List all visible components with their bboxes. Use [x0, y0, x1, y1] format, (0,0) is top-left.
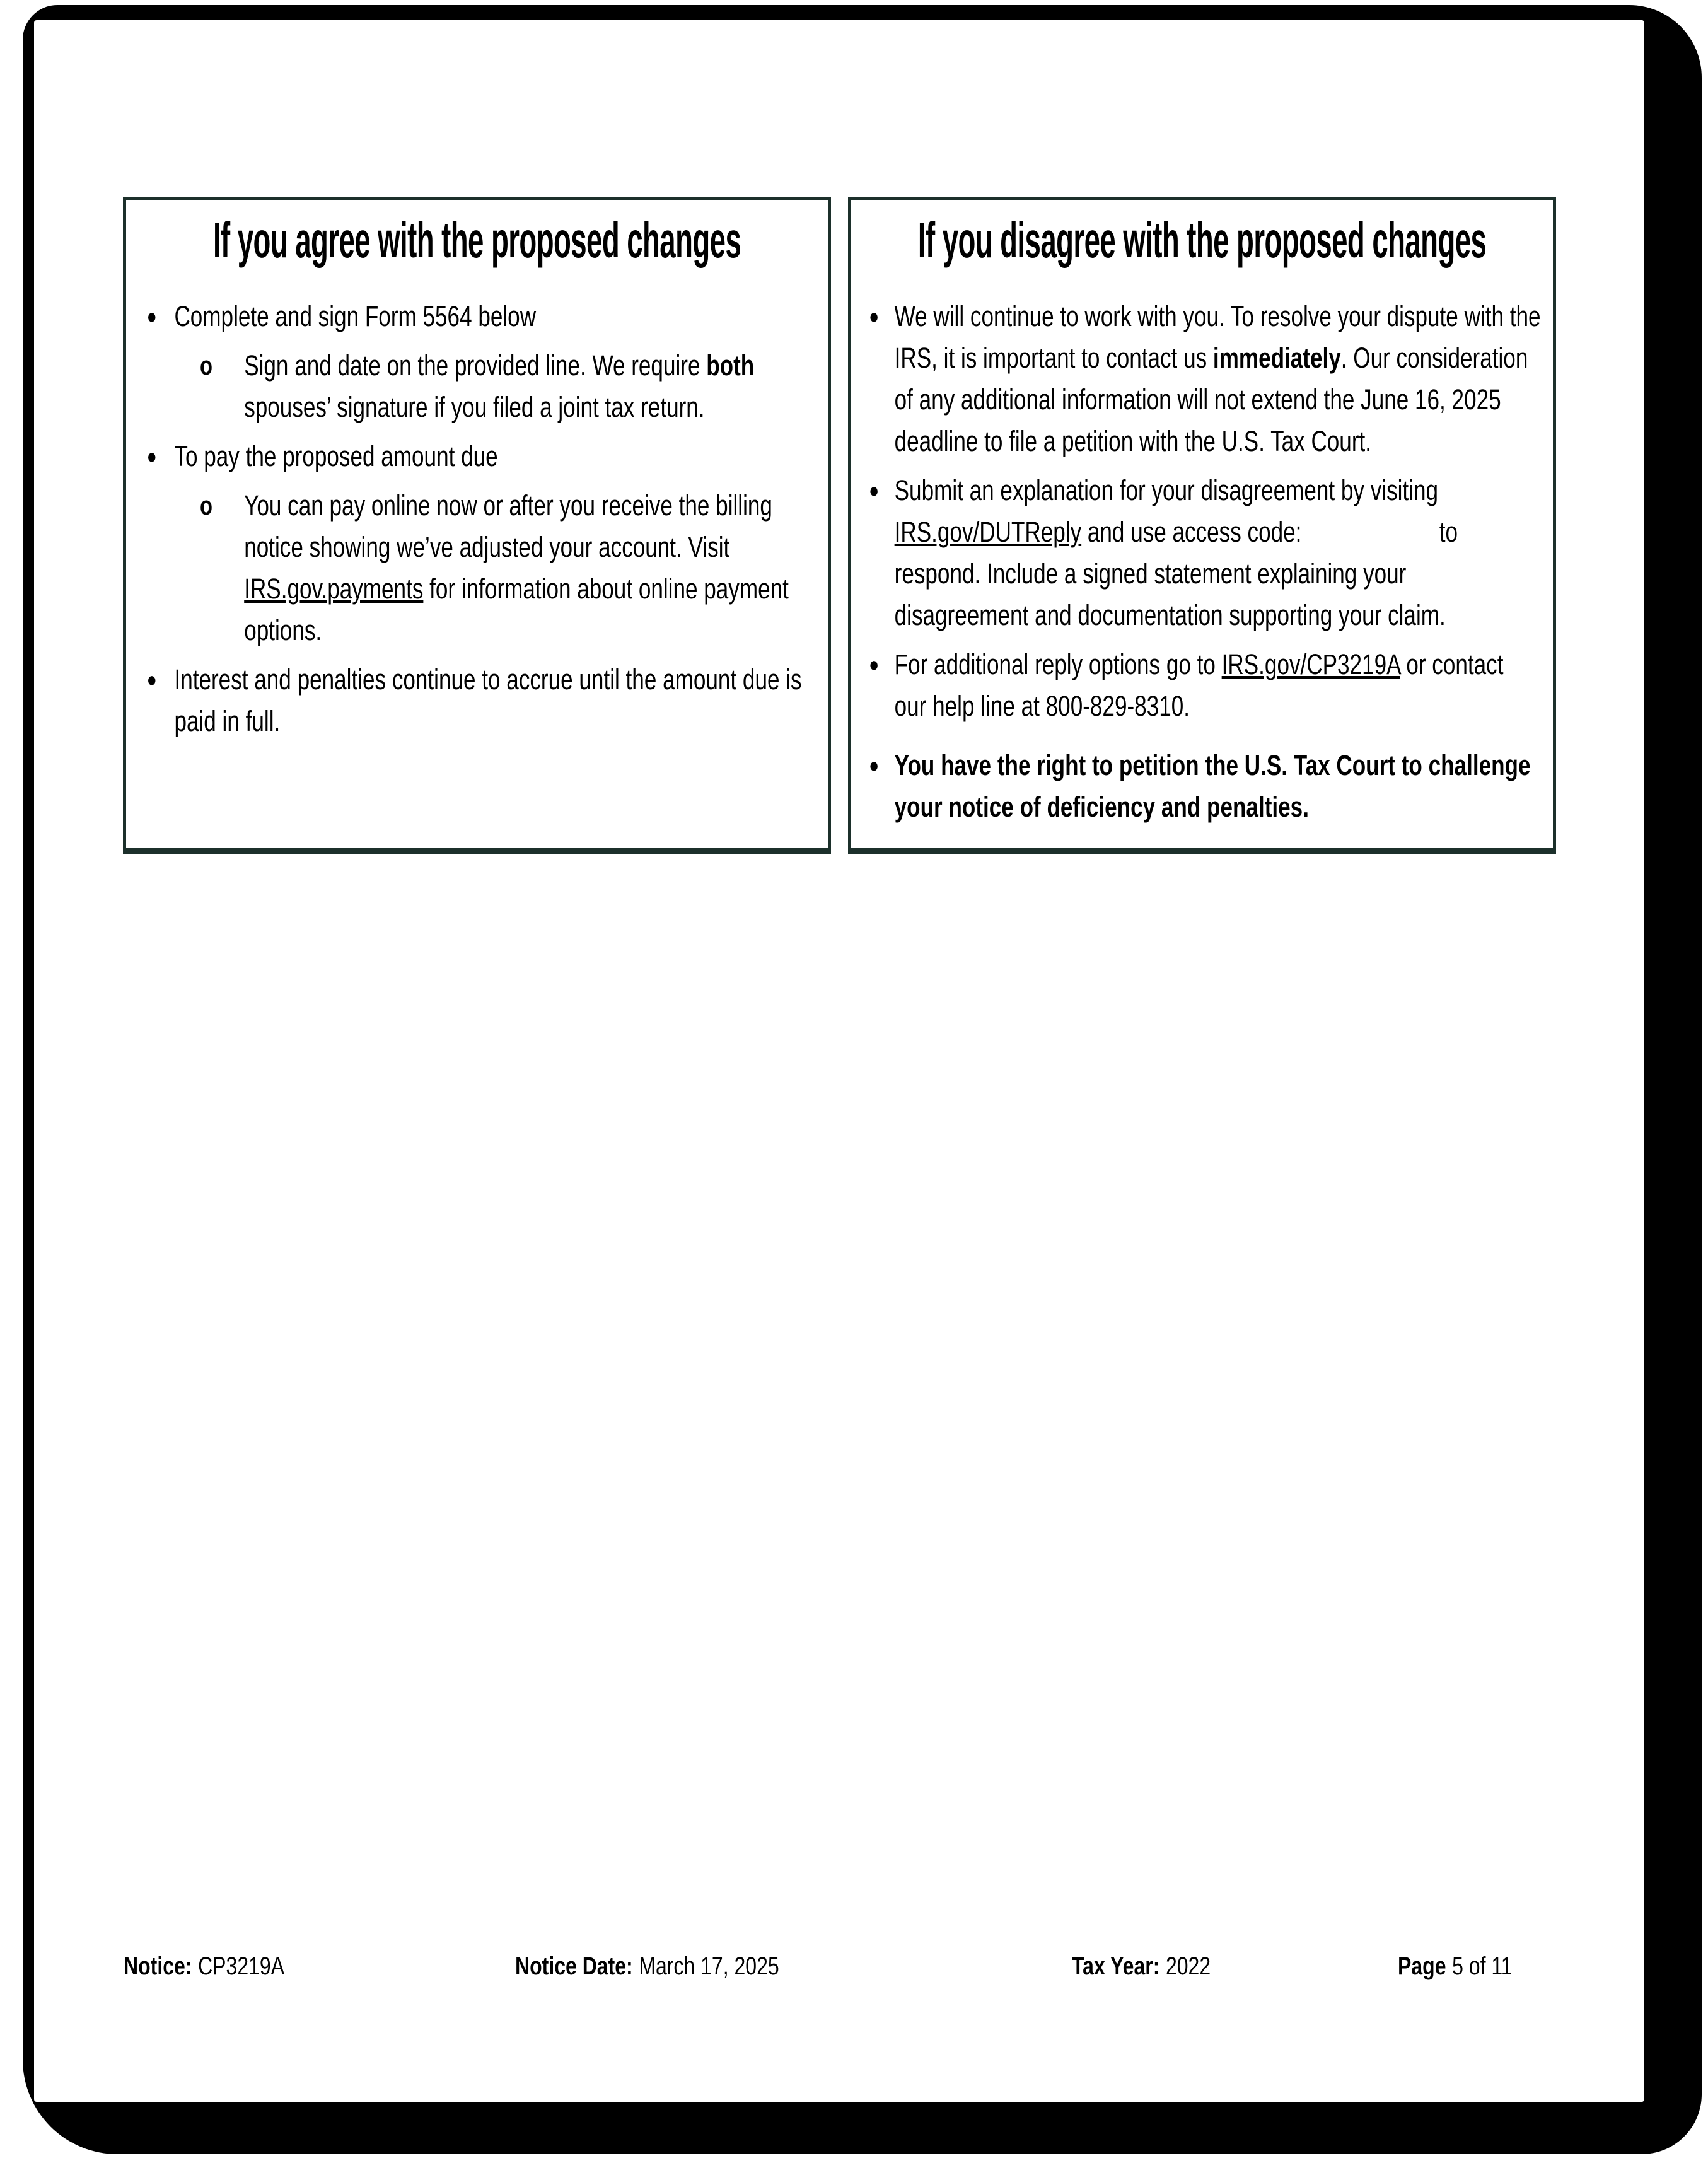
text-run-bold: immediately [1212, 342, 1341, 374]
bullet-icon: ● [869, 305, 880, 329]
text-run: Submit an explanation for your disagreement by visiting [894, 474, 1439, 506]
footer-notice-label: Notice: [124, 1952, 192, 1980]
text-run: or contact our help line at 800-829-8310. [894, 648, 1504, 722]
agree-box-title: If you agree with the proposed changes [212, 212, 741, 268]
footer-notice-date [515, 1951, 779, 1981]
text-run-bold: both [706, 349, 755, 382]
footer-year-label: Tax Year: [1072, 1952, 1160, 1980]
disagree-box-title: If you disagree with the proposed changes [917, 212, 1487, 268]
bullet-icon: ● [146, 305, 157, 329]
footer-year-value: 2022 [1165, 1952, 1211, 1980]
text-run: spouses’ signature if you filed a joint tax return. [244, 391, 705, 423]
sub-bullet-icon: o [200, 351, 213, 380]
footer-notice-value: CP3219A [198, 1952, 285, 1980]
agree-box [123, 197, 831, 854]
text-run: Interest and penalties continue to accrue until the amount due is paid in full. [174, 663, 802, 737]
text-run: to respond. Include a signed statement explaining your disagreement and documentation supporting your claim. [894, 516, 1458, 631]
list-item-reply-options [851, 644, 1553, 727]
page-sheet [34, 20, 1644, 2102]
list-item-text [895, 470, 1553, 636]
text-run: We will continue to work with you. To resolve your dispute with the IRS, it is important to contact us [894, 300, 1541, 374]
bullet-icon: ● [869, 479, 880, 503]
list-item-submit-explanation [851, 470, 1553, 636]
list-item-text [244, 345, 828, 428]
text-run-bold: You have the right to petition the U.S. Tax Court to challenge your notice of deficiency and penalties. [894, 749, 1531, 823]
text-run: and use access code: [1081, 516, 1302, 548]
list-item-text [244, 485, 828, 651]
bullet-icon: ● [146, 668, 157, 692]
list-item-text [895, 296, 1553, 462]
sub-bullet-icon: o [200, 491, 213, 520]
sub-item-pay-online [126, 485, 828, 651]
footer-date-label: Notice Date: [515, 1952, 633, 1980]
text-run: Complete and sign Form 5564 below [174, 300, 537, 332]
sub-item-sign-date [126, 345, 828, 428]
text-run: To pay the proposed amount due [174, 440, 498, 472]
text-run: You can pay online now or after you receive the billing notice showing we’ve adjusted your account. Visit [244, 489, 772, 563]
text-run: Sign and date on the provided line. We require [244, 349, 707, 382]
bullet-icon: ● [869, 653, 880, 677]
irs-gov-payments-link[interactable]: IRS.gov.payments [244, 573, 424, 605]
footer-notice [124, 1951, 284, 1981]
irs-gov-cp3219a-link[interactable]: IRS.gov/CP3219A [1221, 648, 1400, 680]
list-item-interest-penalties [126, 659, 828, 742]
footer-page-label: Page [1398, 1952, 1446, 1980]
agree-box-content [126, 296, 828, 742]
text-run: for information about online payment options. [244, 573, 789, 646]
list-item-text [895, 745, 1553, 828]
list-item-petition-right [851, 745, 1553, 828]
bullet-icon: ● [869, 754, 880, 778]
list-item-text [174, 659, 828, 742]
text-run: . Our consideration of any additional information will not extend the June 16, 2025 deadline to file a petition with the U.S. Tax Court. [894, 342, 1528, 457]
list-item-complete-form [126, 296, 828, 337]
text-run: For additional reply options go to [894, 648, 1222, 680]
list-item-text [895, 644, 1553, 727]
bullet-icon: ● [146, 445, 157, 469]
list-item-text [174, 296, 828, 337]
disagree-box-content [851, 296, 1553, 828]
list-item-pay-amount [126, 436, 828, 477]
list-item-text [174, 436, 828, 477]
footer-tax-year [1072, 1951, 1211, 1981]
disagree-box [848, 197, 1556, 854]
footer-date-value: March 17, 2025 [639, 1952, 779, 1980]
list-item-continue-work [851, 296, 1553, 462]
irs-gov-dutreply-link[interactable]: IRS.gov/DUTReply [894, 516, 1082, 548]
footer-page-value: 5 of 11 [1452, 1952, 1513, 1980]
footer-page-number [1398, 1951, 1513, 1981]
